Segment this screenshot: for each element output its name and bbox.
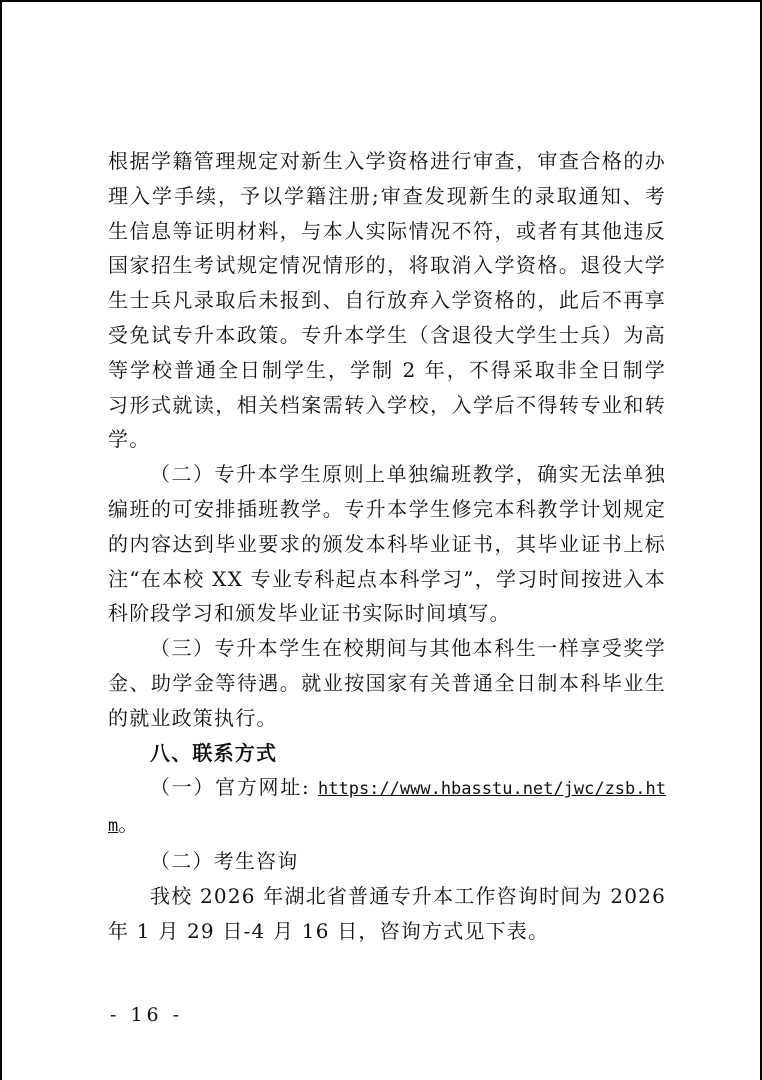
website-link[interactable]: https://www.hbasstu.net/jwc/zsb.htm (108, 779, 666, 837)
paragraph-enrollment-review: 根据学籍管理规定对新生入学资格进行审查，审查合格的办理入学手续，予以学籍注册;审查发现新生的录取通知、考生信息等证明材料，与本人实际情况不符，或者有其他违反国家招生考试规定情况情形的，将取消入学资格。退役大学生士兵凡录取后未报到、自行放弃入学资格的，此后不再享受免试专升本政策。专升本学生（含退役大学生士兵）为高等学校普通全日制学生，学制 2 年，不得采取非全日制学习形式就读，相关档案需转入学校，入学后不得转专业和转学。 (108, 149, 666, 452)
document-body (108, 144, 666, 948)
section-heading-contact: 八、联系方式 (150, 740, 278, 765)
paragraph-scholarship-employment: （三）专升本学生在校期间与其他本科生一样享受奖学金、助学金等待遇。就业按国家有关普通全日制本科毕业生的就业政策执行。 (108, 636, 666, 730)
website-line-end: 。 (118, 812, 140, 837)
website-line (108, 770, 666, 844)
website-label: （一）官方网址: (150, 775, 318, 800)
consult-text: 我校 2026 年湖北省普通专升本工作咨询时间为 2026 年 1 月 29 日-4 月 16 日，咨询方式见下表。 (108, 883, 666, 943)
paragraph-class-arrangement: （二）专升本学生原则上单独编班教学，确实无法单独编班的可安排插班教学。专升本学生修完本科教学计划规定的内容达到毕业要求的颁发本科毕业证书，其毕业证书上标注“在本校 XX 专业专科起点本科学习”，学习时间按进入本科阶段学习和颁发毕业证书实际时间填写。 (108, 462, 666, 626)
consult-label: （二）考生咨询 (150, 848, 299, 873)
page-number: - 16 - (110, 1004, 184, 1026)
